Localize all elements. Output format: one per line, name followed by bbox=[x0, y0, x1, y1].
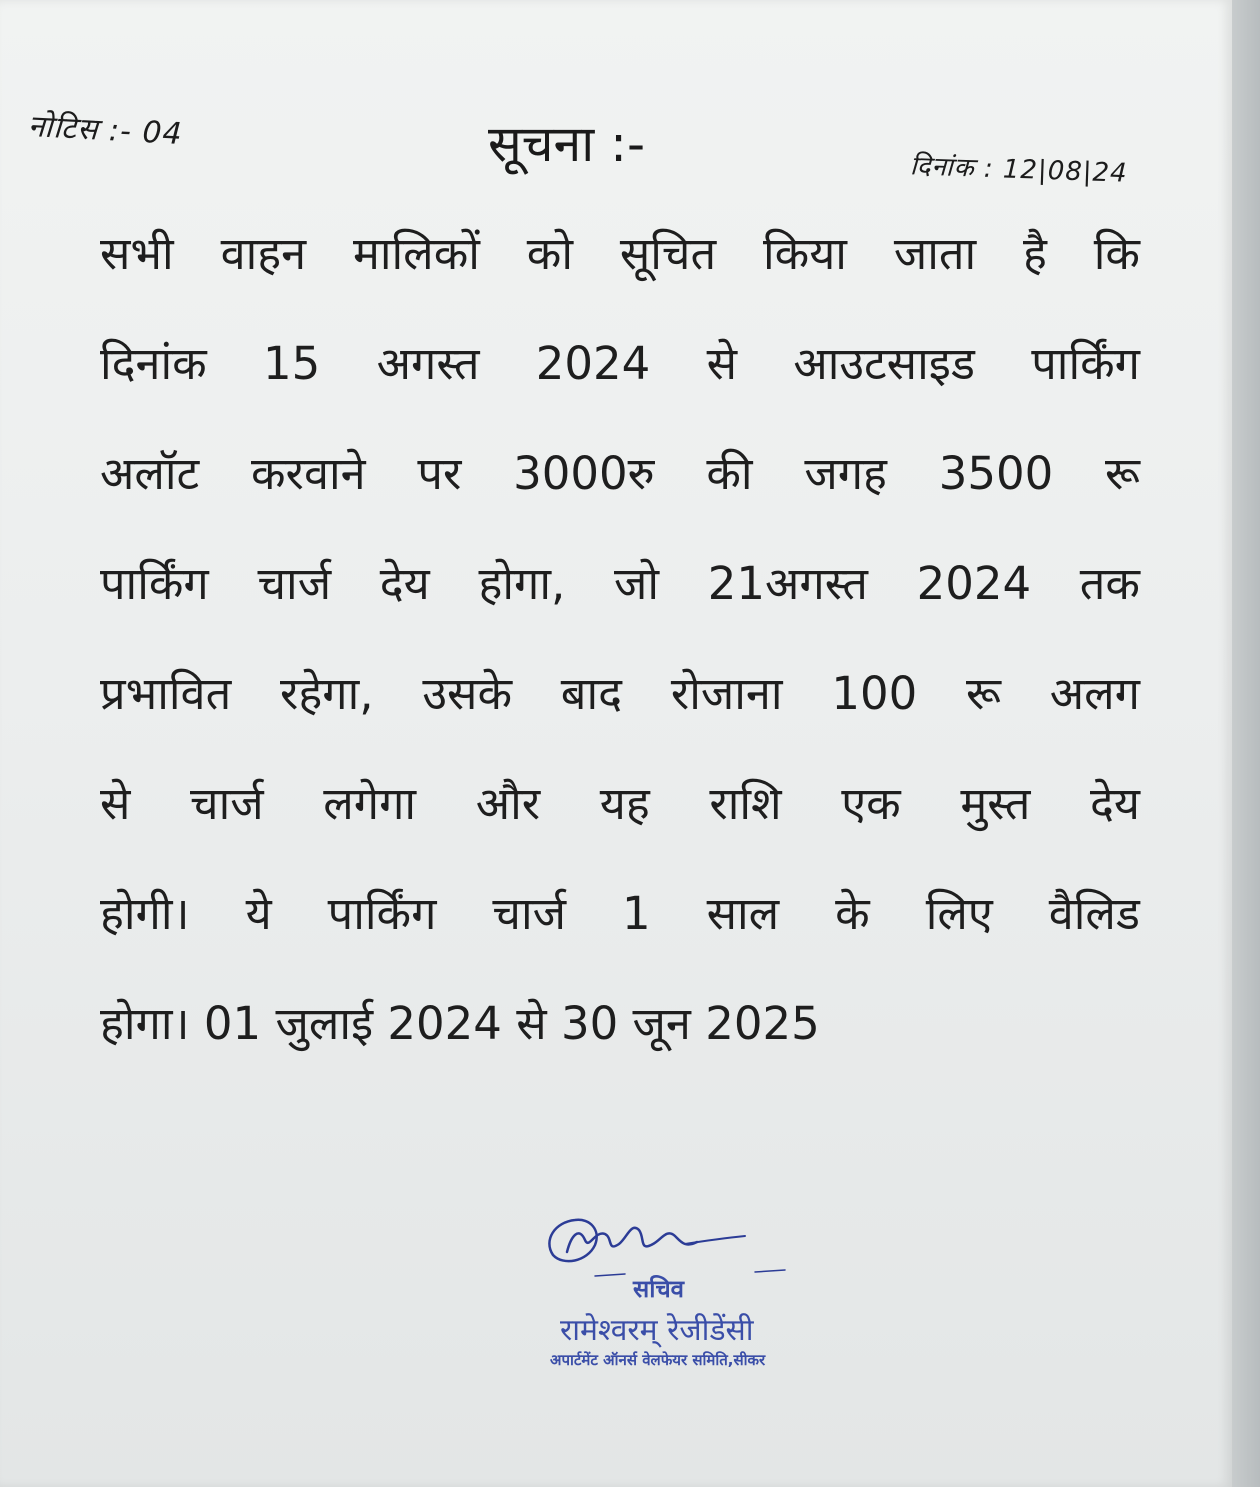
notice-body bbox=[100, 227, 1140, 1110]
body-line: से चार्ज लगेगा और यह राशि एक मुस्त देय bbox=[100, 777, 1140, 830]
stamp-subtitle: अपार्टमेंट ऑनर्स वेलफेयर समिति,सीकर bbox=[550, 1351, 766, 1369]
body-line: होगा। 01 जुलाई 2024 से 30 जून 2025 bbox=[100, 997, 820, 1050]
signature-icon bbox=[535, 1200, 835, 1280]
secretary-stamp bbox=[535, 1200, 835, 1400]
paper-edge bbox=[1232, 0, 1260, 1487]
stamp-role: सचिव bbox=[633, 1275, 685, 1303]
notice-heading: सूचना :- bbox=[488, 115, 646, 173]
body-line: प्रभावित रहेगा, उसके बाद रोजाना 100 रू अलग bbox=[100, 667, 1140, 720]
body-line: दिनांक 15 अगस्त 2024 से आउटसाइड पार्किंग bbox=[100, 337, 1140, 390]
notice-number: नोटिस :- 04 bbox=[27, 108, 184, 153]
body-line: पार्किंग चार्ज देय होगा, जो 21अगस्त 2024 तक bbox=[100, 557, 1140, 610]
body-line: सभी वाहन मालिकों को सूचित किया जाता है कि bbox=[100, 227, 1140, 280]
stamp-organization: रामेश्वरम् रेजीडेंसी bbox=[560, 1313, 754, 1348]
body-line: होगी। ये पार्किंग चार्ज 1 साल के लिए वैलिड bbox=[100, 887, 1140, 940]
notice-date: दिनांक : 12|08|24 bbox=[909, 151, 1129, 189]
body-line: अलॉट करवाने पर 3000रु की जगह 3500 रू bbox=[100, 447, 1140, 500]
